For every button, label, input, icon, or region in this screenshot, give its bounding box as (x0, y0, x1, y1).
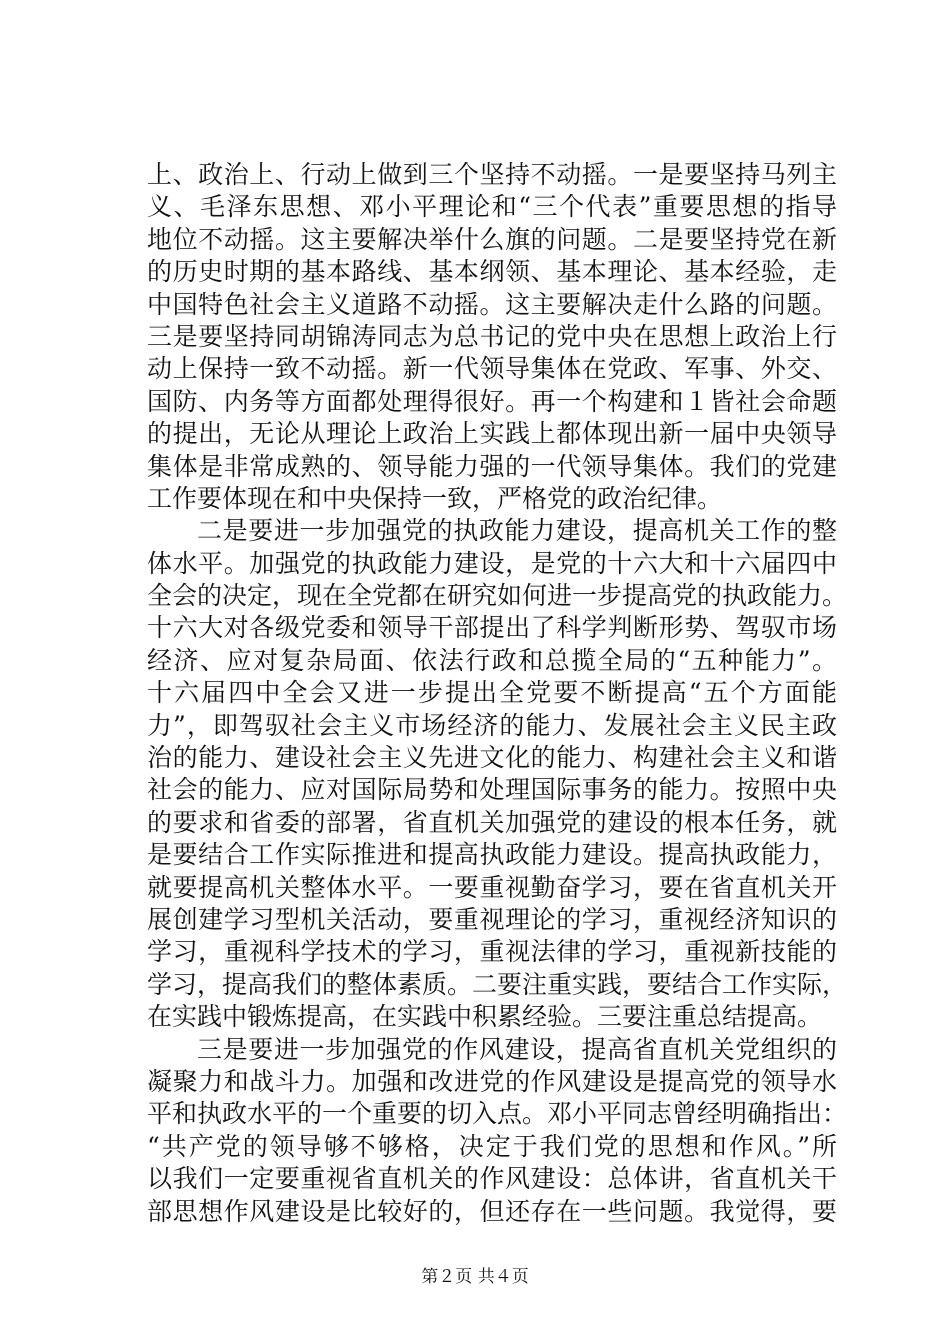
text-line: 以我们一定要重视省直机关的作风建设：总体讲，省直机关干 (147, 1164, 837, 1194)
text-line: 凝聚力和战斗力。加强和改进党的作风建设是提高党的领导水 (147, 1066, 837, 1096)
text-line: 体水平。加强党的执政能力建设，是党的十六大和十六届四中 (147, 548, 837, 578)
text-line: 十六大对各级党委和领导干部提出了科学判断形势、驾驭市场 (147, 613, 837, 643)
text-line: 在实践中锻炼提高，在实践中积累经验。三要注重总结提高。 (147, 1002, 823, 1032)
text-line: 学习，重视科学技术的学习，重视法律的学习，重视新技能的 (147, 937, 837, 967)
text-line: 上、政治上、行动上做到三个坚持不动摇。一是要坚持马列主 (147, 160, 837, 189)
text-line: 二是要进一步加强党的执政能力建设，提高机关工作的整 (197, 516, 837, 546)
text-line: 三是要进一步加强党的作风建设，提高省直机关党组织的 (197, 1034, 837, 1064)
text-line: 治的能力、建设社会主义先进文化的能力、构建社会主义和谐 (147, 743, 837, 773)
text-line: 三是要坚持同胡锦涛同志为总书记的党中央在思想上政治上行 (147, 321, 837, 351)
text-line: 动上保持一致不动摇。新一代领导集体在党政、军事、外交、 (147, 354, 837, 384)
text-line: 地位不动摇。这主要解决举什么旗的问题。二是要坚持党在新 (147, 224, 837, 254)
text-line: 十六届四中全会又进一步提出全党要不断提高“五个方面能 (147, 678, 837, 708)
text-line: 展创建学习型机关活动，要重视理论的学习，重视经济知识的 (147, 904, 837, 934)
text-line: 工作要体现在和中央保持一致，严格党的政治纪律。 (147, 483, 723, 513)
text-line: 全会的决定，现在全党都在研究如何进一步提高党的执政能力。 (147, 581, 848, 611)
text-line: 的要求和省委的部署，省直机关加强党的建设的根本任务，就 (147, 807, 837, 837)
text-line: 的提出，无论从理论上政治上实践上都体现出新一届中央领导 (147, 419, 837, 449)
text-line: 社会的能力、应对国际局势和处理国际事务的能力。按照中央 (147, 775, 837, 805)
text-line: 是要结合工作实际推进和提高执政能力建设。提高执政能力， (147, 840, 837, 870)
text-line: 学习，提高我们的整体素质。二要注重实践，要结合工作实际， (147, 969, 848, 999)
text-line: 就要提高机关整体水平。一要重视勤奋学习，要在省直机关开 (147, 872, 837, 902)
text-line: 力”，即驾驭社会主义市场经济的能力、发展社会主义民主政 (147, 710, 837, 740)
text-line: 平和执政水平的一个重要的切入点。邓小平同志曾经明确指出： (147, 1099, 848, 1129)
body-text (147, 159, 848, 1228)
page-footer: 第２页 共４页 (421, 1267, 529, 1287)
text-line: “共产党的领导够不够格，决定于我们党的思想和作风。”所 (147, 1131, 837, 1161)
text-line: 的历史时期的基本路线、基本纲领、基本理论、基本经验，走 (147, 257, 837, 287)
text-line: 经济、应对复杂局面、依法行政和总揽全局的“五种能力”。 (147, 645, 837, 675)
text-line: 部思想作风建设是比较好的，但还存在一些问题。我觉得，要 (147, 1196, 837, 1226)
text-line: 中国特色社会主义道路不动摇。这主要解决走什么路的问题。 (147, 289, 837, 319)
text-line: 义、毛泽东思想、邓小平理论和“三个代表”重要思想的指导 (147, 192, 837, 222)
text-line: 国防、内务等方面都处理得很好。再一个构建和１皆社会命题 (147, 386, 837, 416)
text-line: 集体是非常成熟的、领导能力强的一代领导集体。我们的党建 (147, 451, 837, 481)
